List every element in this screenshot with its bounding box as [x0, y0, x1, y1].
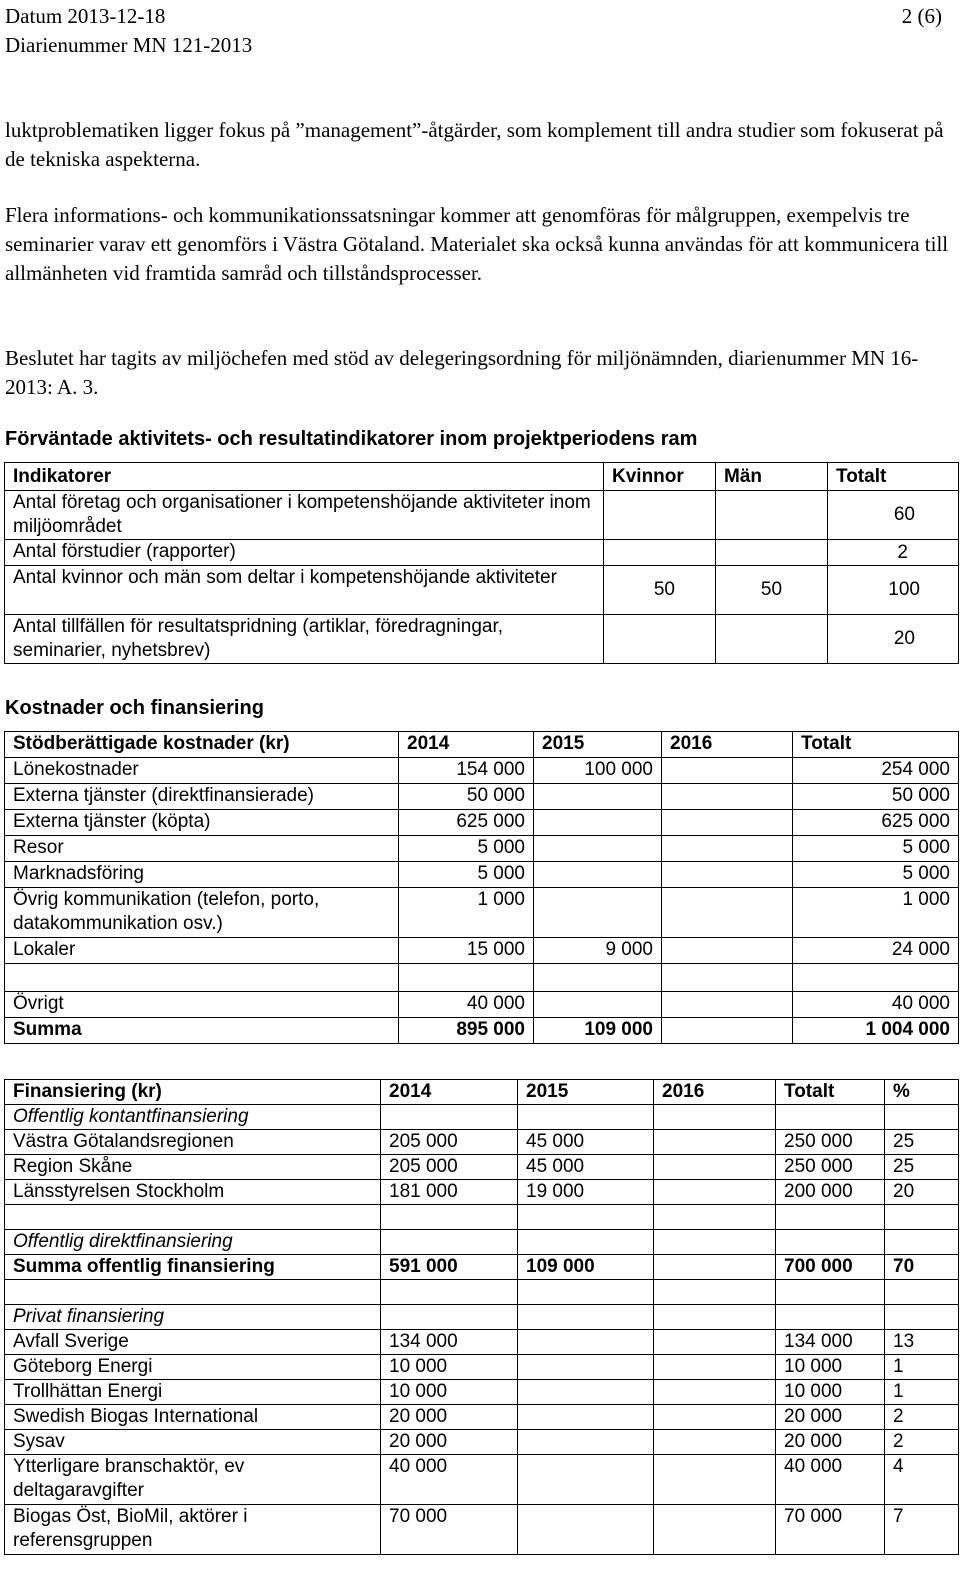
fin-2014: 181 000: [381, 1180, 518, 1205]
fin-2016: [654, 1455, 776, 1505]
section-row: [5, 1105, 959, 1130]
cost-2016: [662, 862, 793, 888]
table-row: [5, 758, 959, 784]
table-row: [5, 992, 959, 1018]
cost-label: Marknadsföring: [5, 862, 399, 888]
section-label: Privat finansiering: [5, 1305, 381, 1330]
cost-total: 625 000: [793, 810, 959, 836]
fin-total: 70 000: [776, 1505, 885, 1555]
financer-label: Göteborg Energi: [5, 1355, 381, 1380]
cost-2016: [662, 992, 793, 1018]
indicator-total: 20: [828, 615, 959, 664]
financer-label: Västra Götalandsregionen: [5, 1130, 381, 1155]
fin-pct: 1: [885, 1380, 959, 1405]
cost-label: Externa tjänster (direktfinansierade): [5, 784, 399, 810]
costs-heading: Kostnader och finansiering: [5, 697, 264, 719]
cost-sum-2014: 895 000: [399, 1018, 534, 1044]
fin-sum-2014: 591 000: [381, 1255, 518, 1280]
header-cell: Indikatorer: [5, 463, 604, 491]
cost-sum-2016: [662, 1018, 793, 1044]
table-row: [5, 1355, 959, 1380]
header-cell: Finansiering (kr): [5, 1080, 381, 1105]
header-cell: Totalt: [793, 732, 959, 758]
fin-sum-total: 700 000: [776, 1255, 885, 1280]
fin-2014: 40 000: [381, 1455, 518, 1505]
section-label: Offentlig direktfinansiering: [5, 1230, 381, 1255]
fin-pct: 2: [885, 1430, 959, 1455]
indicators-heading: Förväntade aktivitets- och resultatindikatorer inom projektperiodens ram: [5, 428, 698, 450]
indicator-label: Antal förstudier (rapporter): [5, 540, 604, 566]
fin-2015: 45 000: [518, 1155, 654, 1180]
fin-2016: [654, 1180, 776, 1205]
indicator-men: [716, 615, 828, 664]
fin-2015: [518, 1355, 654, 1380]
financer-label: Länsstyrelsen Stockholm: [5, 1180, 381, 1205]
cost-2016: [662, 836, 793, 862]
header-cell: 2014: [399, 732, 534, 758]
cost-2015: 100 000: [534, 758, 662, 784]
fin-2015: [518, 1430, 654, 1455]
table-row: [5, 1155, 959, 1180]
cost-2016: [662, 784, 793, 810]
cost-total: 5 000: [793, 836, 959, 862]
section-label: Offentlig kontantfinansiering: [5, 1105, 381, 1130]
indicator-women: 50: [604, 566, 716, 615]
document-header: [5, 2, 252, 60]
paragraph-management: luktproblematiken ligger fokus på ”management”-åtgärder, som komplement till andra studier som fokuserat på de tekniska aspekterna.: [5, 118, 944, 171]
table-row: [5, 1380, 959, 1405]
fin-2016: [654, 1505, 776, 1555]
fin-2014: 10 000: [381, 1355, 518, 1380]
indicator-women: [604, 615, 716, 664]
fin-2015: [518, 1455, 654, 1505]
table-row: [5, 888, 959, 938]
fin-total: 10 000: [776, 1355, 885, 1380]
cost-sum-label: Summa: [5, 1018, 399, 1044]
table-row: [5, 1405, 959, 1430]
indicator-label: Antal företag och organisationer i kompetenshöjande aktiviteter inom miljöområdet: [5, 491, 604, 540]
fin-2015: 45 000: [518, 1130, 654, 1155]
cost-label: Övrigt: [5, 992, 399, 1018]
indicator-label: Antal tillfällen för resultatspridning (artiklar, föredragningar, seminarier, nyhetsbrev): [5, 615, 604, 664]
cost-total: 50 000: [793, 784, 959, 810]
fin-pct: 4: [885, 1455, 959, 1505]
cost-2014: 154 000: [399, 758, 534, 784]
cost-label: Övrig kommunikation (telefon, porto, datakommunikation osv.): [5, 888, 399, 938]
cost-2014: 40 000: [399, 992, 534, 1018]
fin-total: 20 000: [776, 1430, 885, 1455]
table-sum-row: [5, 1255, 959, 1280]
fin-sum-pct: 70: [885, 1255, 959, 1280]
table-sum-row: [5, 1018, 959, 1044]
cost-2015: [534, 784, 662, 810]
cost-sum-2015: 109 000: [534, 1018, 662, 1044]
header-cell: Totalt: [828, 463, 959, 491]
cost-2014: 15 000: [399, 938, 534, 964]
financer-label: Ytterligare branschaktör, ev deltagaravgifter: [5, 1455, 381, 1505]
header-cell: 2015: [518, 1080, 654, 1105]
table-header-row: [5, 732, 959, 758]
fin-2016: [654, 1430, 776, 1455]
fin-total: 40 000: [776, 1455, 885, 1505]
table-row: [5, 938, 959, 964]
table-row: [5, 1455, 959, 1505]
table-row: [5, 1505, 959, 1555]
paragraph-communication: Flera informations- och kommunikationssatsningar kommer att genomföras för målgruppen, exempelvis tre seminarier varav ett genomförs i Västra Götaland. Materialet ska också kunna användas för att kommunicera till allmänheten vid framtida samråd och tillståndsprocesser.: [5, 203, 949, 285]
header-cell: %: [885, 1080, 959, 1105]
cost-2015: [534, 888, 662, 938]
fin-pct: 25: [885, 1130, 959, 1155]
fin-2015: [518, 1330, 654, 1355]
header-cell: 2016: [654, 1080, 776, 1105]
indicator-men: 50: [716, 566, 828, 615]
fin-2015: [518, 1380, 654, 1405]
table-row: [5, 836, 959, 862]
table-row-empty: [5, 1205, 959, 1230]
cost-total: 254 000: [793, 758, 959, 784]
fin-2016: [654, 1130, 776, 1155]
fin-2015: 19 000: [518, 1180, 654, 1205]
fin-2014: 205 000: [381, 1130, 518, 1155]
table-row: [5, 540, 959, 566]
cost-label: Resor: [5, 836, 399, 862]
page-number: 2 (6): [901, 4, 942, 28]
indicator-total: 2: [828, 540, 959, 566]
financer-label: Swedish Biogas International: [5, 1405, 381, 1430]
costs-table: [4, 731, 959, 1044]
fin-total: 20 000: [776, 1405, 885, 1430]
fin-2016: [654, 1380, 776, 1405]
cost-2016: [662, 938, 793, 964]
section-row: [5, 1230, 959, 1255]
table-header-row: [5, 1080, 959, 1105]
fin-total: 250 000: [776, 1130, 885, 1155]
table-row: [5, 491, 959, 540]
fin-2014: 20 000: [381, 1430, 518, 1455]
fin-pct: 25: [885, 1155, 959, 1180]
header-cell: 2014: [381, 1080, 518, 1105]
cost-label: Externa tjänster (köpta): [5, 810, 399, 836]
cost-label: Lönekostnader: [5, 758, 399, 784]
fin-pct: 13: [885, 1330, 959, 1355]
fin-pct: 20: [885, 1180, 959, 1205]
cost-2014: 625 000: [399, 810, 534, 836]
cost-2015: [534, 992, 662, 1018]
cost-sum-total: 1 004 000: [793, 1018, 959, 1044]
financer-label: Sysav: [5, 1430, 381, 1455]
cost-2015: [534, 810, 662, 836]
header-cell: Stödberättigade kostnader (kr): [5, 732, 399, 758]
fin-pct: 1: [885, 1355, 959, 1380]
fin-sum-2015: 109 000: [518, 1255, 654, 1280]
fin-2014: 205 000: [381, 1155, 518, 1180]
fin-total: 200 000: [776, 1180, 885, 1205]
cost-2014: 5 000: [399, 836, 534, 862]
indicator-label: Antal kvinnor och män som deltar i kompetenshöjande aktiviteter: [5, 566, 604, 615]
indicator-total: 60: [828, 491, 959, 540]
indicators-table: [4, 462, 959, 664]
table-row-empty: [5, 964, 959, 992]
fin-sum-2016: [654, 1255, 776, 1280]
cost-total: 5 000: [793, 862, 959, 888]
fin-pct: 7: [885, 1505, 959, 1555]
fin-total: 250 000: [776, 1155, 885, 1180]
fin-sum-label: Summa offentlig finansiering: [5, 1255, 381, 1280]
table-row: [5, 1180, 959, 1205]
fin-2016: [654, 1155, 776, 1180]
fin-2014: 10 000: [381, 1380, 518, 1405]
cost-2016: [662, 810, 793, 836]
fin-2016: [654, 1330, 776, 1355]
cost-total: 1 000: [793, 888, 959, 938]
fin-total: 134 000: [776, 1330, 885, 1355]
fin-2016: [654, 1405, 776, 1430]
header-cell: 2016: [662, 732, 793, 758]
indicator-women: [604, 540, 716, 566]
fin-pct: 2: [885, 1405, 959, 1430]
cost-2016: [662, 888, 793, 938]
header-diarienummer: Diarienummer MN 121-2013: [5, 33, 253, 57]
indicator-men: [716, 491, 828, 540]
table-row: [5, 862, 959, 888]
table-row: [5, 784, 959, 810]
header-cell: Totalt: [776, 1080, 885, 1105]
table-row: [5, 566, 959, 615]
table-row: [5, 615, 959, 664]
fin-2016: [654, 1355, 776, 1380]
table-row: [5, 1430, 959, 1455]
fin-2014: 134 000: [381, 1330, 518, 1355]
paragraph-decision: Beslutet har tagits av miljöchefen med stöd av delegeringsordning för miljönämnden, diarienummer MN 16-2013: A. 3.: [5, 346, 919, 399]
cost-label: Lokaler: [5, 938, 399, 964]
fin-2014: 70 000: [381, 1505, 518, 1555]
cost-2015: [534, 862, 662, 888]
cost-2015: 9 000: [534, 938, 662, 964]
header-cell: Män: [716, 463, 828, 491]
indicator-total: 100: [828, 566, 959, 615]
financer-label: Avfall Sverige: [5, 1330, 381, 1355]
fin-2015: [518, 1505, 654, 1555]
table-header-row: [5, 463, 959, 491]
cost-total: 24 000: [793, 938, 959, 964]
indicator-men: [716, 540, 828, 566]
indicator-women: [604, 491, 716, 540]
table-row: [5, 810, 959, 836]
fin-2015: [518, 1405, 654, 1430]
table-row: [5, 1330, 959, 1355]
cost-2014: 50 000: [399, 784, 534, 810]
table-row-empty: [5, 1280, 959, 1305]
cost-total: 40 000: [793, 992, 959, 1018]
table-row: [5, 1130, 959, 1155]
cost-2016: [662, 758, 793, 784]
header-date: Datum 2013-12-18: [5, 4, 166, 28]
section-row: [5, 1305, 959, 1330]
cost-2015: [534, 836, 662, 862]
financer-label: Trollhättan Energi: [5, 1380, 381, 1405]
fin-2014: 20 000: [381, 1405, 518, 1430]
financing-table: [4, 1079, 959, 1555]
cost-2014: 1 000: [399, 888, 534, 938]
financer-label: Region Skåne: [5, 1155, 381, 1180]
header-cell: Kvinnor: [604, 463, 716, 491]
cost-2014: 5 000: [399, 862, 534, 888]
fin-total: 10 000: [776, 1380, 885, 1405]
financer-label: Biogas Öst, BioMil, aktörer i referensgruppen: [5, 1505, 381, 1555]
header-cell: 2015: [534, 732, 662, 758]
